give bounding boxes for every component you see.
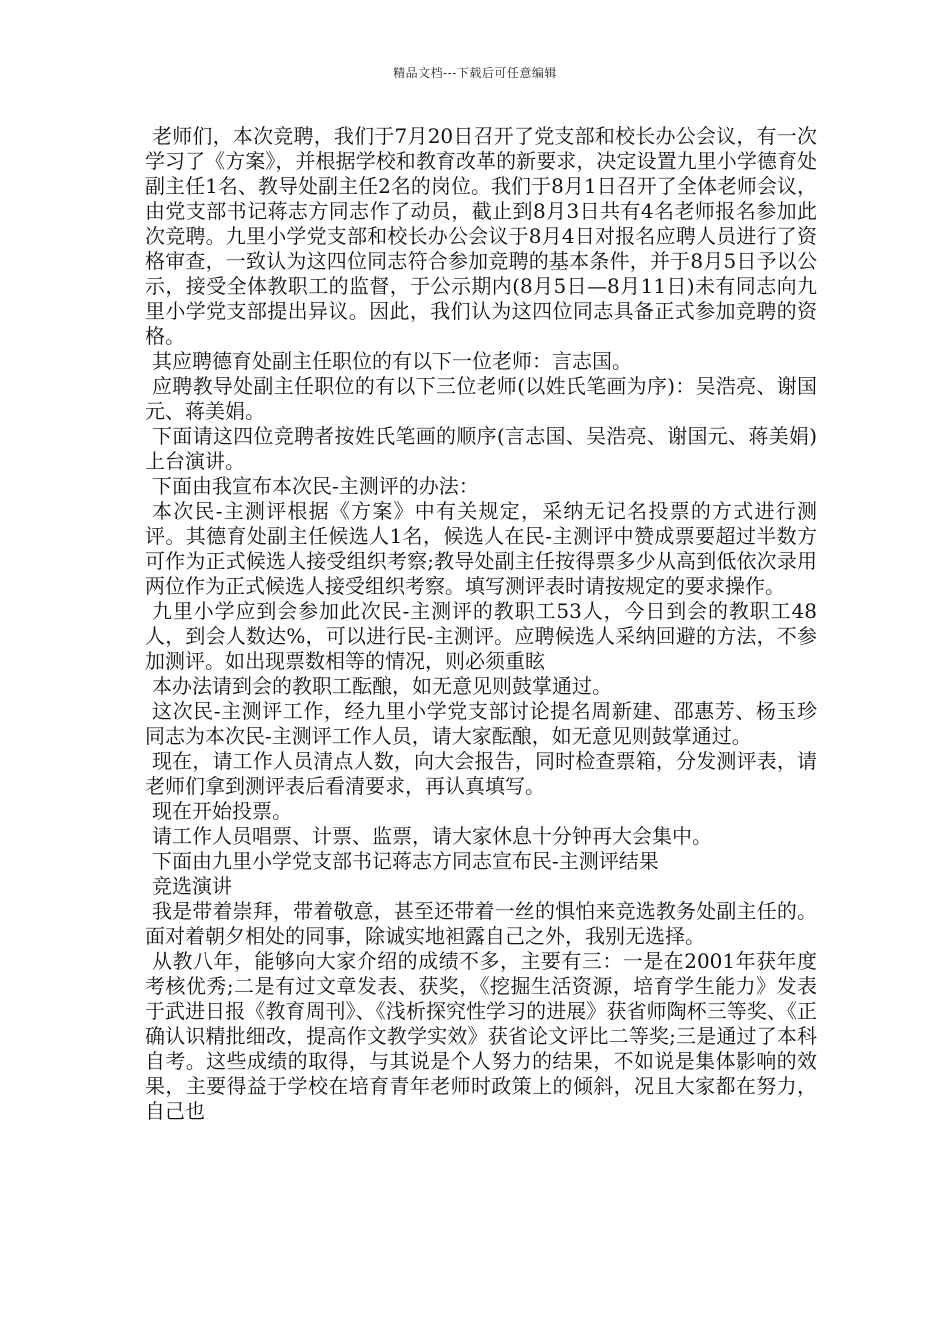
paragraph: 从教八年，能够向大家介绍的成绩不多，主要有三：一是在2001年获年度考核优秀;二是有过文章发表、获奖，《挖掘生活资源，培育学生能力》发表于武进日报《教育周刊》、《浅析探究性学习的进展》获省师陶杯三等奖、《正确认识精批细改，提高作文教学实效》获省论文评比二等奖;三是通过了本科自考。这些成绩的取得，与其说是个人努力的结果，不如说是集体影响的效果，主要得益于学校在培育青年老师时政策上的倾斜，况且大家都在努力，自己也	[145, 949, 817, 1123]
page-header: 精品文档---下载后可任意编辑	[393, 66, 557, 80]
paragraph: 我是带着崇拜，带着敬意，甚至还带着一丝的惧怕来竞选教务处副主任的。面对着朝夕相处的同事，除诚实地袒露自己之外，我别无选择。	[145, 899, 817, 948]
paragraph: 下面请这四位竞聘者按姓氏笔画的顺序(言志国、吴浩亮、谢国元、蒋美娟)上台演讲。	[145, 424, 817, 473]
paragraph: 本办法请到会的教职工酝酿，如无意见则鼓掌通过。	[152, 674, 612, 698]
paragraph: 这次民-主测评工作，经九里小学党支部讨论提名周新建、邵惠芳、杨玉珍同志为本次民-主测评工作人员，请大家酝酿，如无意见则鼓掌通过。	[145, 699, 817, 748]
paragraph: 老师们，本次竞聘，我们于7月20日召开了党支部和校长办公会议，有一次学习了《方案》，并根据学校和教育改革的新要求，决定设置九里小学德育处副主任1名、教导处副主任2名的岗位。我们于8月1日召开了全体老师会议，由党支部书记蒋志方同志作了动员，截止到8月3日共有4名老师报名参加此次竞聘。九里小学党支部和校长办公会议于8月4日对报名应聘人员进行了资格审查，一致认为这四位同志符合参加竞聘的基本条件，并于8月5日予以公示，接受全体教职工的监督，于公示期内(8月5日—8月11日)未有同志向九里小学党支部提出异议。因此，我们认为这四位同志具备正式参加竞聘的资格。	[145, 124, 817, 348]
paragraph: 现在，请工作人员清点人数，向大会报告，同时检查票箱，分发测评表，请老师们拿到测评表后看清要求，再认真填写。	[145, 749, 817, 798]
document-body	[145, 124, 817, 1124]
section-heading: 竞选演讲	[152, 874, 232, 898]
paragraph: 下面由九里小学党支部书记蒋志方同志宣布民-主测评结果	[152, 849, 659, 873]
paragraph: 九里小学应到会参加此次民-主测评的教职工53人，今日到会的教职工48人，到会人数达%，可以进行民-主测评。应聘候选人采纳回避的方法，不参加测评。如出现票数相等的情况，则必须重眩	[145, 599, 817, 673]
paragraph: 请工作人员唱票、计票、监票，请大家休息十分钟再大会集中。	[152, 824, 712, 848]
paragraph: 其应聘德育处副主任职位的有以下一位老师：言志国。	[152, 349, 632, 373]
paragraph: 本次民-主测评根据《方案》中有关规定，采纳无记名投票的方式进行测评。其德育处副主任候选人1名，候选人在民-主测评中赞成票要超过半数方可作为正式候选人接受组织考察;教导处副主任按得票多少从高到低依次录用两位作为正式候选人接受组织考察。填写测评表时请按规定的要求操作。	[145, 499, 817, 598]
paragraph: 现在开始投票。	[152, 799, 292, 823]
paragraph: 应聘教导处副主任职位的有以下三位老师(以姓氏笔画为序)：吴浩亮、谢国元、蒋美娟。	[145, 374, 817, 423]
paragraph: 下面由我宣布本次民-主测评的办法：	[152, 474, 479, 498]
